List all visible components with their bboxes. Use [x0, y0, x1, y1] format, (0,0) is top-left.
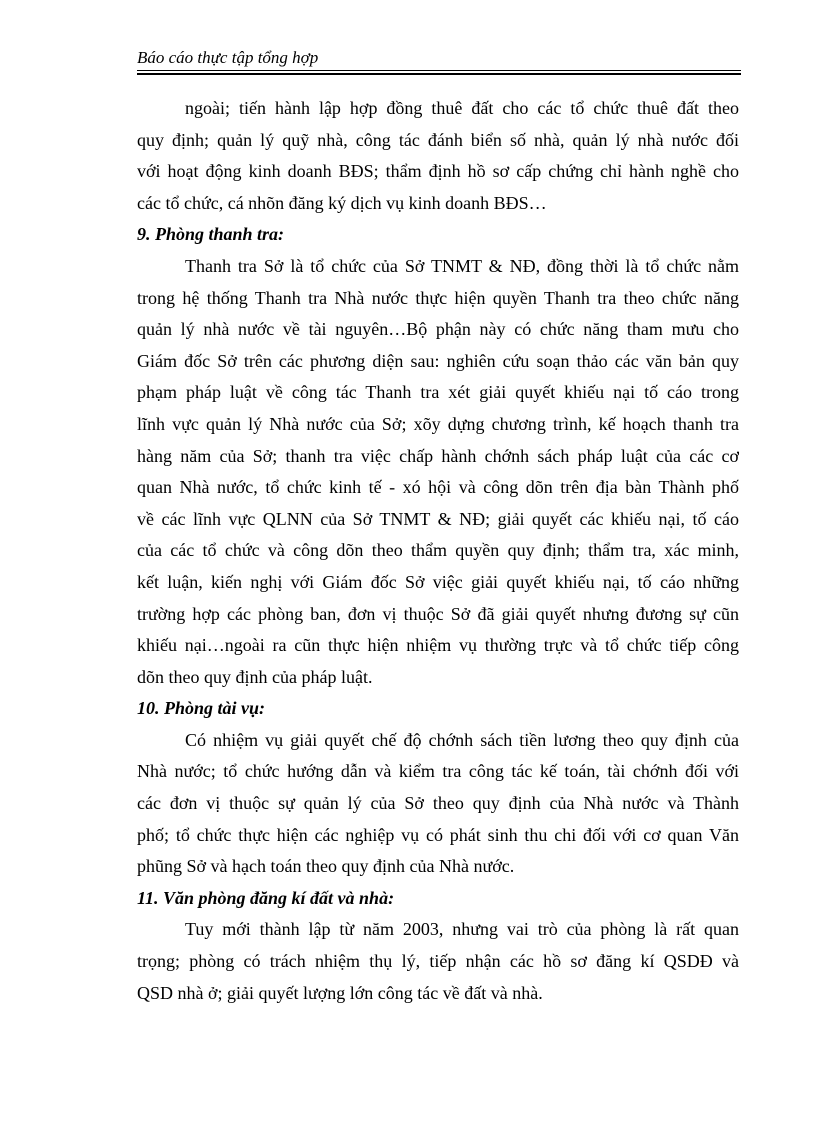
paragraph-line: các tổ chức, cá nhõn đăng ký dịch vụ kinh doanh BĐS… [137, 192, 547, 213]
paragraph-line: Giám đốc Sở trên các phương diện sau: nghiên cứu soạn thảo các văn bản quy [137, 350, 739, 371]
section-heading: 11. Văn phòng đăng kí đất và nhà: [137, 887, 395, 908]
header-double-rule [137, 70, 741, 75]
section-heading: 10. Phòng tài vụ: [137, 698, 266, 719]
paragraph-line: của các tổ chức và công dõn theo thẩm quyền quy định; thẩm tra, xác minh, [137, 540, 739, 561]
paragraph-line: các đơn vị thuộc sự quản lý của Sở theo quy định của Nhà nước và Thành [137, 793, 739, 814]
paragraph-line: hàng năm của Sở; thanh tra việc chấp hành chớnh sách pháp luật của các cơ [137, 445, 739, 466]
paragraph-line: Có nhiệm vụ giải quyết chế độ chớnh sách tiền lương theo quy định của [185, 729, 739, 750]
paragraph-line: trường hợp các phòng ban, đơn vị thuộc Sở đã giải quyết nhưng đương sự cũn [137, 603, 739, 624]
paragraph-line: kết luận, kiến nghị với Giám đốc Sở việc giải quyết khiếu nại, tố cáo những [137, 571, 739, 592]
paragraph-line: phũng Sở và hạch toán theo quy định của Nhà nước. [137, 856, 515, 877]
section-heading: 9. Phòng thanh tra: [137, 224, 285, 245]
paragraph-line: phố; tổ chức thực hiện các nghiệp vụ có phát sinh thu chi đối với cơ quan Văn [137, 824, 739, 845]
paragraph-line: dõn theo quy định của pháp luật. [137, 666, 373, 687]
paragraph-line: khiếu nại…ngoài ra cũn thực hiện nhiệm vụ thường trực và tổ chức tiếp công [137, 635, 739, 656]
paragraph-line: Tuy mới thành lập từ năm 2003, nhưng vai trò của phòng là rất quan [185, 919, 739, 940]
paragraph-line: với hoạt động kinh doanh BĐS; thẩm định hồ sơ cấp chứng chỉ hành nghề cho [137, 161, 739, 182]
paragraph-line: quy định; quản lý quỹ nhà, công tác đánh biển số nhà, quản lý nhà nước đối [137, 129, 739, 150]
paragraph-line: Thanh tra Sở là tổ chức của Sở TNMT & NĐ, đồng thời là tổ chức nằm [185, 255, 739, 276]
page-header [137, 48, 741, 75]
header-title: Báo cáo thực tập tổng hợp [137, 48, 319, 67]
paragraph-line: lĩnh vực quản lý Nhà nước của Sở; xõy dựng chương trình, kế hoạch thanh tra [137, 413, 739, 434]
paragraph-line: về các lĩnh vực QLNN của Sở TNMT & NĐ; giải quyết các khiếu nại, tố cáo [137, 508, 739, 529]
paragraph-line: QSD nhà ở; giải quyết lượng lớn công tác về đất và nhà. [137, 982, 543, 1003]
document-body [137, 93, 739, 1009]
paragraph-line: quản lý nhà nước về tài nguyên…Bộ phận này có chức năng tham mưu cho [137, 319, 739, 340]
paragraph-line: quan Nhà nước, tổ chức kinh tế - xó hội và công dõn trên địa bàn Thành phố [137, 477, 739, 498]
paragraph-line: Nhà nước; tổ chức hướng dẫn và kiểm tra công tác kế toán, tài chớnh đối với [137, 761, 739, 782]
paragraph-line: trọng; phòng có trách nhiệm thụ lý, tiếp nhận các hồ sơ đăng kí QSDĐ và [137, 951, 739, 972]
paragraph-line: trong hệ thống Thanh tra Nhà nước thực hiện quyền Thanh tra theo chức năng [137, 287, 739, 308]
paragraph-line: phạm pháp luật về công tác Thanh tra xét giải quyết khiếu nại tố cáo trong [137, 382, 739, 403]
paragraph-line: ngoài; tiến hành lập hợp đồng thuê đất cho các tổ chức thuê đất theo [185, 98, 739, 118]
